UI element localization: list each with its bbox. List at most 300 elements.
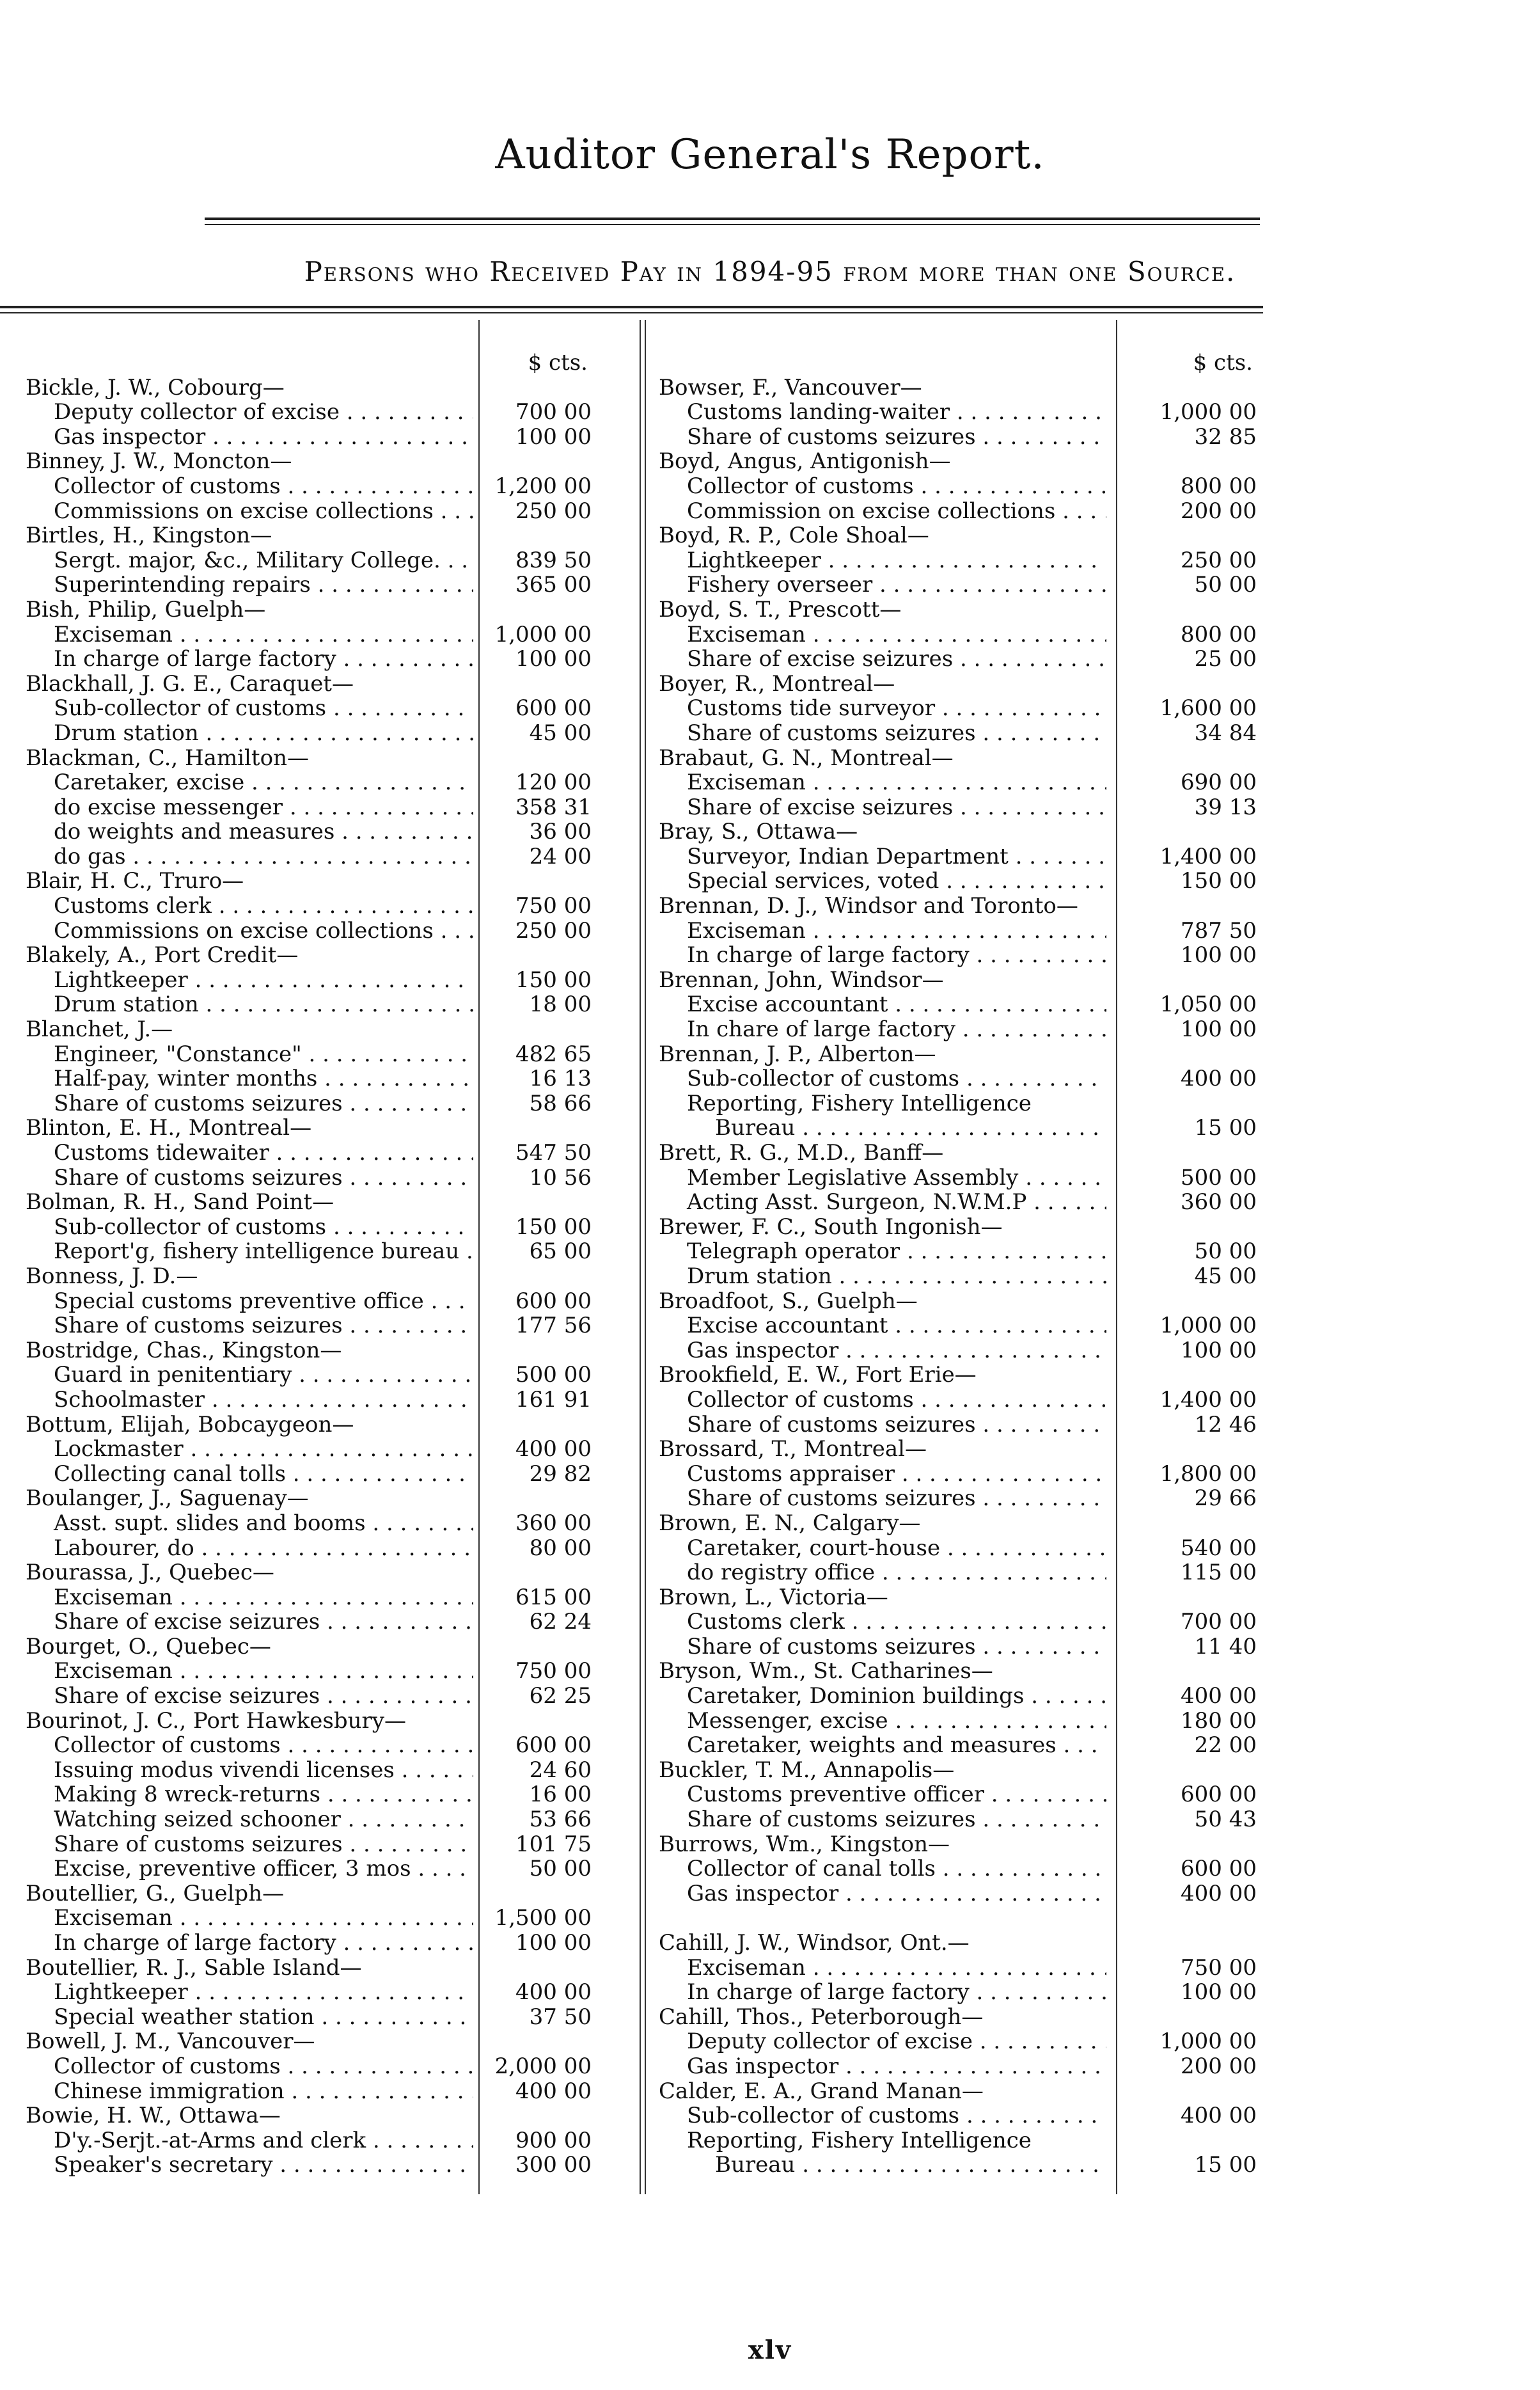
amount-value: 177 56 <box>515 1313 592 1338</box>
amount-value: 358 31 <box>515 795 592 820</box>
payee-name: Boyd, Angus, Antigonish— <box>659 449 951 474</box>
payment-item: Schoolmaster . . . <box>26 1388 473 1413</box>
payment-item: Share of customs seizures . . . <box>659 721 1106 746</box>
amount-value: 62 24 <box>529 1610 592 1634</box>
right-column-entries <box>659 351 1106 2178</box>
payee-name: Bickle, J. W., Cobourg— <box>26 375 285 400</box>
payment-item: Share of excise seizures . . . <box>26 1684 473 1709</box>
payee-name: Blinton, E. H., Montreal— <box>26 1116 312 1141</box>
amount-value: 101 75 <box>515 1832 592 1857</box>
amount-value: 100 00 <box>1181 1017 1257 1042</box>
payee-name: Bourinot, J. C., Port Hawkesbury— <box>26 1708 406 1734</box>
amount-value: 500 00 <box>515 1363 592 1388</box>
payment-item: Report'g, fishery intelligence bureau . . . <box>26 1239 473 1264</box>
payment-item: Drum station . . . <box>26 992 473 1017</box>
amount-value <box>1119 1042 1257 1067</box>
payment-item: D'y.-Serjt.-at-Arms and clerk . . . <box>26 2128 473 2153</box>
payment-item: do registry office . . . <box>659 1560 1106 1585</box>
payee-name: Brennan, John, Windsor— <box>659 967 944 993</box>
payment-item: Gas inspector . . . <box>26 425 473 450</box>
payee-name: Boulanger, J., Saguenay— <box>26 1486 309 1511</box>
payment-item: Share of customs seizures . . . <box>26 1313 473 1338</box>
payment-item: Sergt. major, &c., Military College. . . . <box>26 548 473 573</box>
payment-item: Customs preventive officer . . . <box>659 1782 1106 1807</box>
payee-name: Calder, E. A., Grand Manan— <box>659 2078 984 2104</box>
amount-value: 100 00 <box>1181 1338 1257 1363</box>
payee-name: Bonness, J. D.— <box>26 1263 198 1289</box>
payment-item: Commissions on excise collections . . . <box>26 499 473 524</box>
payment-item: Half-pay, winter months . . . <box>26 1066 473 1091</box>
amount-value <box>486 1709 592 1734</box>
payment-item: Lightkeeper . . . <box>26 1980 473 2005</box>
amount-value <box>486 1017 592 1042</box>
payee-name: Boutellier, G., Guelph— <box>26 1881 285 1906</box>
payment-item: Collecting canal tolls . . . <box>26 1462 473 1487</box>
payment-item: Customs appraiser . . . <box>659 1462 1106 1487</box>
amount-value: 600 00 <box>515 696 592 721</box>
amount-value <box>1119 894 1257 919</box>
subtitle-rule-thin <box>0 312 1263 313</box>
payment-item: Collector of customs . . . <box>659 474 1106 499</box>
amount-value: 615 00 <box>515 1585 592 1610</box>
amount-value: 360 00 <box>515 1510 592 1536</box>
payment-item: Share of customs seizures . . . <box>26 1832 473 1857</box>
amount-value <box>1119 598 1257 622</box>
payment-item: Drum station . . . <box>659 1264 1106 1289</box>
amount-value: 540 00 <box>1181 1535 1257 1561</box>
amount-value <box>486 1264 592 1289</box>
payment-item: Deputy collector of excise . . . <box>26 400 473 425</box>
amount-value: 1,400 00 <box>1159 844 1257 869</box>
amount-value <box>1119 819 1257 844</box>
amount-value: 700 00 <box>515 400 592 425</box>
amount-value: 1,400 00 <box>1159 1387 1257 1413</box>
amount-value: 34 84 <box>1194 720 1257 746</box>
amount-value: 16 00 <box>529 1782 592 1808</box>
amount-value <box>1119 1832 1257 1857</box>
amount-value: 2,000 00 <box>494 2054 592 2079</box>
payment-item: Excise accountant . . . <box>659 1313 1106 1338</box>
amount-value <box>486 943 592 968</box>
payment-item: Caretaker, weights and measures . . . <box>659 1733 1106 1758</box>
amount-value <box>1119 523 1257 548</box>
amount-value: 180 00 <box>1181 1708 1257 1734</box>
amount-value: 750 00 <box>515 1659 592 1684</box>
amount-value: 1,500 00 <box>494 1906 592 1931</box>
payment-item: Engineer, "Constance" . . . <box>26 1042 473 1067</box>
page-number: xlv <box>748 2335 792 2365</box>
payment-item: Exciseman . . . <box>659 919 1106 944</box>
amount-value: 150 00 <box>515 1214 592 1240</box>
amount-value: 200 00 <box>1181 2054 1257 2079</box>
amount-value: 500 00 <box>1181 1165 1257 1191</box>
amount-value: 360 00 <box>1181 1190 1257 1215</box>
payment-item: Making 8 wreck-returns . . . <box>26 1782 473 1807</box>
amount-value: 53 66 <box>529 1807 592 1832</box>
payment-item: Exciseman . . . <box>26 1906 473 1931</box>
payment-item: Reporting, Fishery Intelligence <box>687 2128 1032 2153</box>
payment-item: Superintending repairs . . . <box>26 573 473 598</box>
payment-item: In charge of large factory . . . <box>26 647 473 672</box>
amount-value: 150 00 <box>1181 869 1257 894</box>
payee-name <box>659 1906 1106 1931</box>
amount-value <box>1119 2079 1257 2104</box>
entry-spacer <box>26 351 473 376</box>
amount-value: 36 00 <box>529 819 592 844</box>
payment-item: Telegraph operator . . . <box>659 1239 1106 1264</box>
payee-name: Burrows, Wm., Kingston— <box>659 1832 950 1857</box>
payment-item: Exciseman . . . <box>26 1585 473 1610</box>
payment-item: do gas . . . <box>26 844 473 869</box>
payment-item: Collector of customs . . . <box>659 1388 1106 1413</box>
amount-value <box>1119 1289 1257 1314</box>
amount-value: 100 00 <box>515 424 592 450</box>
amount-value: 600 00 <box>1181 1782 1257 1808</box>
payment-item: do excise messenger . . . <box>26 795 473 820</box>
payment-item: Reporting, Fishery Intelligence <box>687 1091 1032 1116</box>
payment-item: Collector of customs . . . <box>26 1733 473 1758</box>
payee-name: Blackhall, J. G. E., Caraquet— <box>26 671 354 697</box>
amount-value: 250 00 <box>515 498 592 524</box>
payment-item: Lockmaster . . . <box>26 1437 473 1462</box>
amount-value: 250 00 <box>1181 548 1257 573</box>
payee-name: Bowell, J. M., Vancouver— <box>26 2029 315 2054</box>
amount-value: 400 00 <box>515 2078 592 2104</box>
amount-value: 50 00 <box>1194 1239 1257 1264</box>
amount-value: 1,200 00 <box>494 473 592 499</box>
amount-value: 16 13 <box>529 1066 592 1091</box>
amount-value <box>1119 1141 1257 1166</box>
amount-value: 100 00 <box>1181 943 1257 968</box>
amount-value: 32 85 <box>1194 424 1257 450</box>
payee-name: Boyd, R. P., Cole Shoal— <box>659 523 929 548</box>
amount-value: 120 00 <box>515 770 592 795</box>
payment-item: Share of customs seizures . . . <box>26 1166 473 1191</box>
payment-item: Sub-collector of customs . . . <box>659 1066 1106 1091</box>
amount-value: 400 00 <box>1181 1881 1257 1906</box>
amount-value: 29 82 <box>529 1461 592 1487</box>
payment-item: Share of customs seizures . . . <box>659 1634 1106 1659</box>
amount-value <box>486 1413 592 1437</box>
amount-value <box>486 1190 592 1215</box>
amount-value: 400 00 <box>1181 1066 1257 1091</box>
amount-value: 700 00 <box>1181 1610 1257 1634</box>
payment-item: Member Legislative Assembly . . . <box>659 1166 1106 1191</box>
payee-name: Brewer, F. C., South Ingonish— <box>659 1214 1003 1240</box>
payment-item: Bureau . . . <box>659 2153 1106 2178</box>
payment-item: Watching seized schooner . . . <box>26 1807 473 1832</box>
amount-value: 300 00 <box>515 2153 592 2178</box>
payment-item: Customs landing-waiter . . . <box>659 400 1106 425</box>
amount-value <box>1119 1437 1257 1462</box>
payee-name: Boyd, S. T., Prescott— <box>659 597 902 622</box>
payment-item: Caretaker, court-house . . . <box>659 1536 1106 1561</box>
amount-value: 58 66 <box>529 1091 592 1116</box>
payment-item: In charge of large factory . . . <box>26 1931 473 1956</box>
payment-item: Share of customs seizures . . . <box>659 1807 1106 1832</box>
amount-value: 1,600 00 <box>1159 696 1257 721</box>
amount-value: 690 00 <box>1181 770 1257 795</box>
amount-value: 37 50 <box>529 2004 592 2030</box>
payee-name: Brossard, T., Montreal— <box>659 1437 927 1462</box>
amount-value: 50 43 <box>1194 1807 1257 1832</box>
payee-name: Brown, L., Victoria— <box>659 1585 888 1610</box>
payee-name: Broadfoot, S., Guelph— <box>659 1288 918 1314</box>
payment-item: Collector of canal tolls . . . <box>659 1856 1106 1881</box>
payment-item: Exciseman . . . <box>26 1659 473 1684</box>
currency-header: $ cts. <box>1193 351 1253 376</box>
payment-item: In charge of large factory . . . <box>659 1980 1106 2005</box>
payment-item: Customs tidewaiter . . . <box>26 1141 473 1166</box>
payment-item: Issuing modus vivendi licenses . . . <box>26 1758 473 1783</box>
amount-value: 787 50 <box>1181 918 1257 944</box>
amount-value <box>486 672 592 697</box>
amount-value: 22 00 <box>1194 1733 1257 1758</box>
amount-value: 24 60 <box>529 1757 592 1783</box>
amount-value: 100 00 <box>1181 1980 1257 2005</box>
payment-item: Speaker's secretary . . . <box>26 2153 473 2178</box>
payee-name: Blakely, A., Port Credit— <box>26 943 299 968</box>
payment-item: Bureau . . . <box>659 1116 1106 1141</box>
payment-item: Customs tide surveyor . . . <box>659 696 1106 721</box>
amount-value: 45 00 <box>1194 1263 1257 1289</box>
amount-value <box>486 746 592 771</box>
payment-item: Sub-collector of customs . . . <box>659 2103 1106 2128</box>
payment-item: Asst. supt. slides and booms . . . <box>26 1511 473 1536</box>
payment-item: Share of customs seizures . . . <box>659 1413 1106 1437</box>
payment-item: Special customs preventive office . . . <box>26 1289 473 1314</box>
subtitle-rule-thick <box>0 306 1263 308</box>
payee-name: Bryson, Wm., St. Catharines— <box>659 1659 993 1684</box>
payment-item: Commission on excise collections . . . <box>659 499 1106 524</box>
amount-value <box>1119 968 1257 993</box>
payee-name: Binney, J. W., Moncton— <box>26 449 292 474</box>
amount-value: 45 00 <box>529 720 592 746</box>
center-divider-2 <box>645 320 646 2194</box>
amount-value <box>486 1881 592 1906</box>
payment-item: Customs clerk . . . <box>26 894 473 919</box>
amount-value <box>1119 672 1257 697</box>
amount-value: 150 00 <box>515 967 592 993</box>
right-column-amounts <box>1119 351 1257 2178</box>
payee-name: Birtles, H., Kingston— <box>26 523 272 548</box>
amount-value <box>1119 449 1257 474</box>
amount-value: 600 00 <box>515 1288 592 1314</box>
payment-item: Exciseman . . . <box>659 770 1106 795</box>
payment-item: In chare of large factory . . . <box>659 1017 1106 1042</box>
payment-item: do weights and measures . . . <box>26 819 473 844</box>
amount-value: 200 00 <box>1181 498 1257 524</box>
payment-item: Share of customs seizures . . . <box>26 1091 473 1116</box>
amount-value: 400 00 <box>515 1437 592 1462</box>
amount-value: 839 50 <box>515 548 592 573</box>
amount-value <box>486 2103 592 2128</box>
amount-value: 800 00 <box>1181 473 1257 499</box>
amount-value <box>486 1634 592 1659</box>
payment-item: Fishery overseer . . . <box>659 573 1106 598</box>
amount-value: 10 56 <box>529 1165 592 1191</box>
amount-value: 100 00 <box>515 647 592 672</box>
amount-value: 15 00 <box>1194 1116 1257 1141</box>
payment-item: Gas inspector . . . <box>659 1338 1106 1363</box>
amount-value <box>486 598 592 622</box>
amount-value: 100 00 <box>515 1931 592 1956</box>
amount-value: 11 40 <box>1194 1634 1257 1659</box>
amount-value: 115 00 <box>1181 1560 1257 1585</box>
amount-value <box>486 1116 592 1141</box>
payee-name: Boyer, R., Montreal— <box>659 671 895 697</box>
payee-name: Brown, E. N., Calgary— <box>659 1510 921 1536</box>
amount-value <box>486 449 592 474</box>
amount-value: 600 00 <box>1181 1856 1257 1881</box>
amount-value: 250 00 <box>515 918 592 944</box>
amount-value: 1,000 00 <box>1159 2029 1257 2054</box>
payment-item: Exciseman . . . <box>659 1956 1106 1981</box>
amount-value: 29 66 <box>1194 1486 1257 1511</box>
amount-value <box>1119 2005 1257 2030</box>
payment-item: Excise accountant . . . <box>659 992 1106 1017</box>
amount-value: 50 00 <box>1194 573 1257 598</box>
payment-item: Surveyor, Indian Department . . . <box>659 844 1106 869</box>
amount-value: 1,000 00 <box>1159 1313 1257 1338</box>
payment-item: Messenger, excise . . . <box>659 1709 1106 1734</box>
amount-value <box>486 2029 592 2054</box>
payee-name: Bostridge, Chas., Kingston— <box>26 1338 342 1363</box>
payment-item: Caretaker, excise . . . <box>26 770 473 795</box>
center-divider <box>640 320 641 2194</box>
amount-value: 25 00 <box>1194 647 1257 672</box>
amount-value: 12 46 <box>1194 1412 1257 1437</box>
payee-name: Blanchet, J.— <box>26 1017 173 1042</box>
amount-value: 400 00 <box>1181 1684 1257 1709</box>
payment-item: Collector of customs . . . <box>26 474 473 499</box>
payee-name: Brennan, J. P., Alberton— <box>659 1041 936 1067</box>
amount-value: 39 13 <box>1194 795 1257 820</box>
amount-value <box>1119 1091 1257 1116</box>
payment-item: Deputy collector of excise . . . <box>659 2029 1106 2054</box>
payee-name: Cahill, J. W., Windsor, Ont.— <box>659 1931 970 1956</box>
payment-item: In charge of large factory . . . <box>659 943 1106 968</box>
payee-name: Bowie, H. W., Ottawa— <box>26 2103 281 2128</box>
payment-item: Chinese immigration . . . <box>26 2079 473 2104</box>
left-column-entries <box>26 351 473 2178</box>
payment-item: Special weather station . . . <box>26 2005 473 2030</box>
payment-item: Share of customs seizures . . . <box>659 425 1106 450</box>
payee-name: Bish, Philip, Guelph— <box>26 597 266 622</box>
payment-item: Share of excise seizures . . . <box>659 795 1106 820</box>
currency-header: $ cts. <box>528 351 588 376</box>
payee-name: Bottum, Elijah, Bobcaygeon— <box>26 1412 354 1437</box>
amount-value <box>486 1338 592 1363</box>
amount-value: 1,800 00 <box>1159 1461 1257 1487</box>
payee-name: Bolman, R. H., Sand Point— <box>26 1190 334 1215</box>
payment-item: Share of customs seizures . . . <box>659 1486 1106 1511</box>
amount-value: 1,000 00 <box>494 622 592 647</box>
amount-value: 400 00 <box>515 1980 592 2005</box>
payment-item: Sub-collector of customs . . . <box>26 1215 473 1240</box>
amount-value <box>486 1486 592 1511</box>
payment-item: Gas inspector . . . <box>659 1881 1106 1906</box>
amount-value <box>1119 1215 1257 1240</box>
payee-name: Brookfield, E. W., Fort Erie— <box>659 1363 977 1388</box>
entry-spacer <box>659 351 1106 376</box>
amount-value <box>1119 1758 1257 1783</box>
left-column-amounts <box>486 351 592 2178</box>
payee-name: Blackman, C., Hamilton— <box>26 745 309 771</box>
amount-value: 600 00 <box>515 1733 592 1758</box>
amount-value: 24 00 <box>529 844 592 869</box>
amount-value: 62 25 <box>529 1684 592 1709</box>
payment-item: Labourer, do . . . <box>26 1536 473 1561</box>
payee-name: Cahill, Thos., Peterborough— <box>659 2004 984 2030</box>
payment-item: Exciseman . . . <box>26 622 473 647</box>
payee-name: Buckler, T. M., Annapolis— <box>659 1757 955 1783</box>
payment-item: Sub-collector of customs . . . <box>26 696 473 721</box>
payee-name: Brabaut, G. N., Montreal— <box>659 745 954 771</box>
amount-value <box>1119 1511 1257 1536</box>
payment-item: Commissions on excise collections . . . <box>26 919 473 944</box>
amount-value: 18 00 <box>529 992 592 1018</box>
amount-value <box>1119 1363 1257 1388</box>
amount-value: 50 00 <box>529 1856 592 1881</box>
amount-value: 900 00 <box>515 2128 592 2153</box>
page-title: Auditor General's Report. <box>495 131 1045 178</box>
amount-value: 1,050 00 <box>1159 992 1257 1018</box>
amount-value: 1,000 00 <box>1159 400 1257 425</box>
amount-value <box>1119 1585 1257 1610</box>
payment-item: Lightkeeper . . . <box>26 968 473 993</box>
payment-item: Share of excise seizures . . . <box>26 1610 473 1634</box>
left-amount-divider <box>478 320 480 2194</box>
payment-item: Guard in penitentiary . . . <box>26 1363 473 1388</box>
amount-value: 750 00 <box>1181 1955 1257 1981</box>
payment-item: Acting Asst. Surgeon, N.W.M.P . . . <box>659 1190 1106 1215</box>
amount-value: 482 65 <box>515 1041 592 1067</box>
amount-value <box>1119 1659 1257 1684</box>
payment-item: Customs clerk . . . <box>659 1610 1106 1634</box>
table-subtitle: Persons who Received Pay in 1894-95 from more than one Source. <box>304 256 1236 287</box>
amount-value <box>486 869 592 894</box>
amount-value <box>486 376 592 400</box>
payee-name: Bourassa, J., Quebec— <box>26 1560 274 1585</box>
payee-name: Bowser, F., Vancouver— <box>659 375 922 400</box>
amount-value: 400 00 <box>1181 2103 1257 2128</box>
payee-name: Bourget, O., Quebec— <box>26 1634 271 1659</box>
amount-value: 15 00 <box>1194 2153 1257 2178</box>
payment-item: Excise, preventive officer, 3 mos . . . <box>26 1856 473 1881</box>
payment-item: Caretaker, Dominion buildings . . . <box>659 1684 1106 1709</box>
payment-item: Drum station . . . <box>26 721 473 746</box>
amount-value: 365 00 <box>515 573 592 598</box>
payment-item: Special services, voted . . . <box>659 869 1106 894</box>
amount-value <box>1119 1906 1257 1931</box>
payee-name: Boutellier, R. J., Sable Island— <box>26 1955 362 1981</box>
payment-item: Lightkeeper . . . <box>659 548 1106 573</box>
amount-value: 80 00 <box>529 1535 592 1561</box>
payment-item: Share of excise seizures . . . <box>659 647 1106 672</box>
title-rule-thick <box>205 218 1260 220</box>
amount-value: 161 91 <box>515 1387 592 1413</box>
amount-value: 750 00 <box>515 894 592 919</box>
payment-item: Gas inspector . . . <box>659 2054 1106 2079</box>
payee-name: Brennan, D. J., Windsor and Toronto— <box>659 894 1078 919</box>
amount-value: 65 00 <box>529 1239 592 1264</box>
title-rule-thin <box>205 224 1260 225</box>
amount-value <box>1119 1931 1257 1956</box>
amount-value <box>486 1560 592 1585</box>
amount-value <box>1119 2128 1257 2153</box>
payment-item: Collector of customs . . . <box>26 2054 473 2079</box>
